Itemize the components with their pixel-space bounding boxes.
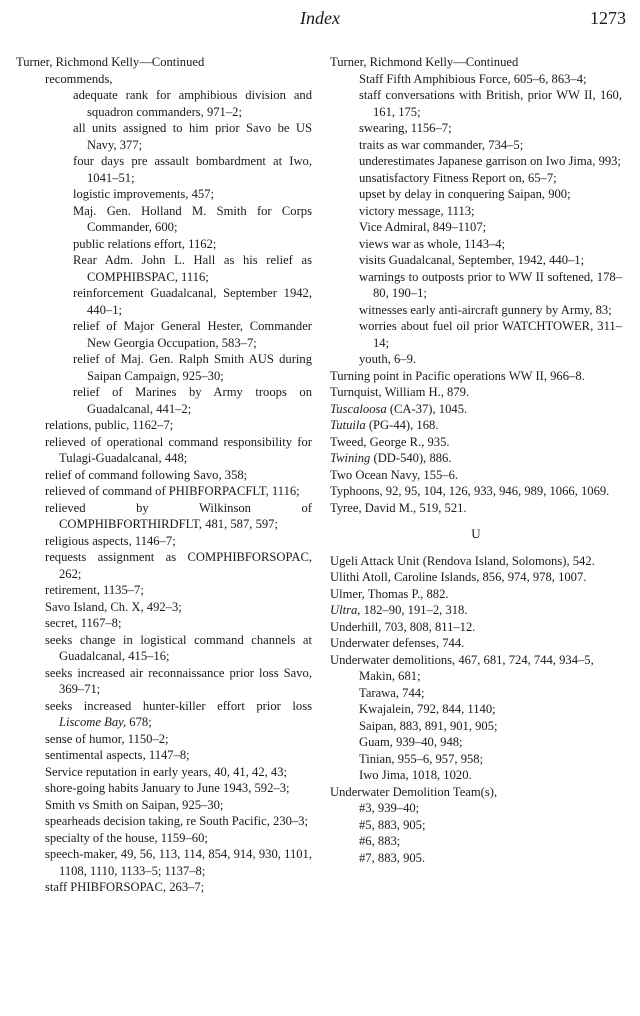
index-subentry: underestimates Japanese garrison on Iwo Jima, 993; <box>359 154 621 168</box>
index-subentry: #7, 883, 905. <box>359 850 426 865</box>
index-subentry: sense of humor, 1150–2; <box>45 731 169 746</box>
page-header <box>0 10 640 32</box>
index-subentry: relieved of command of PHIBFORPACFLT, 1116; <box>45 484 300 498</box>
index-subentry: spearheads decision taking, re South Pacific, 230–3; <box>45 814 309 828</box>
index-subentry: #6, 883; <box>359 834 401 848</box>
index-subentry: warnings to outposts prior to WW II softened, 178–80, 190–1; <box>359 269 622 300</box>
index-entry: Underwater Demolition Team(s), <box>330 784 498 799</box>
ship-name: Tutuila <box>330 418 366 432</box>
index-entry: Typhoons, 92, 95, 104, 126, 933, 946, 989, 1066, 1069. <box>330 484 610 498</box>
index-subentry: seeks change in logistical command channels at Guadalcanal, 415–16; <box>45 632 312 663</box>
index-subentry: #5, 883, 905; <box>359 817 426 832</box>
index-subsubentry: logistic improvements, 457; <box>73 187 214 201</box>
index-subentry: Staff Fifth Amphibious Force, 605–6, 863–4; <box>359 71 587 86</box>
index-subentry: youth, 6–9. <box>359 352 417 366</box>
index-subentry: seeks increased air reconnaissance prior loss Savo, 369–71; <box>45 665 312 696</box>
index-subentry: visits Guadalcanal, September, 1942, 440–1; <box>359 253 585 267</box>
index-entry: Turner, Richmond Kelly—Continued <box>330 55 519 69</box>
index-subsubentry: relief of Maj. Gen. Ralph Smith AUS during Saipan Campaign, 925–30; <box>73 352 312 383</box>
index-entry: Ulmer, Thomas P., 882. <box>330 586 449 601</box>
index-subentry: Smith vs Smith on Saipan, 925–30; <box>45 797 224 812</box>
index-entry: Tutuila (PG-44), 168. <box>330 418 439 432</box>
index-subsubentry: all units assigned to him prior Savo be US Navy, 377; <box>73 121 312 152</box>
index-subentry: staff PHIBFORSOPAC, 263–7; <box>45 880 205 894</box>
index-subsubentry: Maj. Gen. Holland M. Smith for Corps Commander, 600; <box>73 203 312 234</box>
index-subsubentry: relief of Marines by Army troops on Guadalcanal, 441–2; <box>73 385 312 416</box>
index-subentry: seeks increased hunter-killer effort prior loss Liscome Bay, 678; <box>45 698 312 729</box>
index-subsubentry: reinforcement Guadalcanal, September 1942, 440–1; <box>73 286 312 317</box>
index-subentry: Kwajalein, 792, 844, 1140; <box>359 702 496 716</box>
index-subentry: views war as whole, 1143–4; <box>359 236 506 251</box>
index-subentry: Tarawa, 744; <box>359 685 425 700</box>
index-subentry: Service reputation in early years, 40, 41, 42, 43; <box>45 764 288 779</box>
index-subentry: Vice Admiral, 849–1107; <box>359 220 487 234</box>
index-subentry: Guam, 939–40, 948; <box>359 735 463 749</box>
index-entry: Twining (DD-540), 886. <box>330 451 452 465</box>
index-subentry: Savo Island, Ch. X, 492–3; <box>45 599 182 614</box>
index-subentry: worries about fuel oil prior WATCHTOWER, 311–14; <box>359 319 622 350</box>
index-entry: Tweed, George R., 935. <box>330 434 450 449</box>
ship-name: Tuscaloosa <box>330 401 387 416</box>
index-entry: Ultra, 182–90, 191–2, 318. <box>330 603 468 617</box>
index-subentry: Saipan, 883, 891, 901, 905; <box>359 718 498 733</box>
ship-name: Liscome Bay, <box>59 715 127 729</box>
ship-name: Twining <box>330 451 371 465</box>
index-entry: Tuscaloosa (CA-37), 1045. <box>330 401 468 416</box>
index-subentry: relieved by Wilkinson of COMPHIBFORTHIRDFLT, 481, 587, 597; <box>45 500 312 531</box>
index-subentry: #3, 939–40; <box>359 801 420 815</box>
index-subentry: relations, public, 1162–7; <box>45 418 174 432</box>
index-section-t <box>330 54 622 516</box>
index-entry: Turner, Richmond Kelly—Continued <box>16 55 205 69</box>
index-subsubentry: public relations effort, 1162; <box>73 236 217 251</box>
index-subsubentry: adequate rank for amphibious division and squadron commanders, 971–2; <box>73 88 312 119</box>
index-subentry: requests assignment as COMPHIBFORSOPAC, 262; <box>45 550 312 581</box>
index-subentry: staff conversations with British, prior WW II, 160, 161, 175; <box>359 88 622 119</box>
index-subentry: relieved of operational command responsibility for Tulagi-Guadalcanal, 448; <box>45 434 312 465</box>
index-entry: Turning point in Pacific operations WW II, 966–8. <box>330 368 585 383</box>
index-subentry: relief of command following Savo, 358; <box>45 467 248 482</box>
index-entry: Underwater demolitions, 467, 681, 724, 744, 934–5, <box>330 652 594 667</box>
index-entry: Ulithi Atoll, Caroline Islands, 856, 974, 978, 1007. <box>330 570 587 584</box>
index-subsubentry: four days pre assault bombardment at Iwo, 1041–51; <box>73 154 312 185</box>
index-entry: Underwater defenses, 744. <box>330 636 465 650</box>
index-subentry: recommends, <box>45 71 113 86</box>
index-subentry: speech-maker, 49, 56, 113, 114, 854, 914, 930, 1101, 1108, 1110, 1133–5; 1137–8; <box>45 847 312 878</box>
index-subentry: traits as war commander, 734–5; <box>359 137 524 152</box>
index-subentry: shore-going habits January to June 1943, 592–3; <box>45 781 290 795</box>
index-subentry: unsatisfactory Fitness Report on, 65–7; <box>359 170 557 185</box>
index-subsubentry: relief of Major General Hester, Commander New Georgia Occupation, 583–7; <box>73 319 312 350</box>
index-subentry: retirement, 1135–7; <box>45 583 144 597</box>
index-entry: Ugeli Attack Unit (Rendova Island, Solomons), 542. <box>330 553 595 568</box>
index-column-right <box>330 54 622 866</box>
index-entry: Two Ocean Navy, 155–6. <box>330 467 459 482</box>
index-subentry: victory message, 1113; <box>359 203 475 218</box>
index-subentry: Tinian, 955–6, 957, 958; <box>359 751 484 766</box>
index-subentry: Iwo Jima, 1018, 1020. <box>359 768 472 782</box>
page-number: 1273 <box>590 8 626 28</box>
index-section-u <box>330 553 622 867</box>
index-subentry: Makin, 681; <box>359 669 421 683</box>
index-subsubentry: Rear Adm. John L. Hall as his relief as COMPHIBSPAC, 1116; <box>73 253 312 284</box>
section-heading-u: U <box>471 526 481 541</box>
index-entry: Tyree, David M., 519, 521. <box>330 500 467 515</box>
index-subentry: secret, 1167–8; <box>45 616 122 630</box>
index-entry: Turnquist, William H., 879. <box>330 385 470 399</box>
index-subentry: swearing, 1156–7; <box>359 121 452 135</box>
index-subentry: religious aspects, 1146–7; <box>45 533 176 548</box>
index-entry: Underhill, 703, 808, 811–12. <box>330 619 476 634</box>
running-title: Index <box>300 8 340 28</box>
index-subentry: specialty of the house, 1159–60; <box>45 830 208 845</box>
ship-name: Ultra, <box>330 603 361 617</box>
index-subentry: upset by delay in conquering Saipan, 900; <box>359 187 571 201</box>
index-subentry: sentimental aspects, 1147–8; <box>45 748 190 762</box>
index-subentry: witnesses early anti-aircraft gunnery by Army, 83; <box>359 302 612 317</box>
index-column-left <box>16 54 312 896</box>
